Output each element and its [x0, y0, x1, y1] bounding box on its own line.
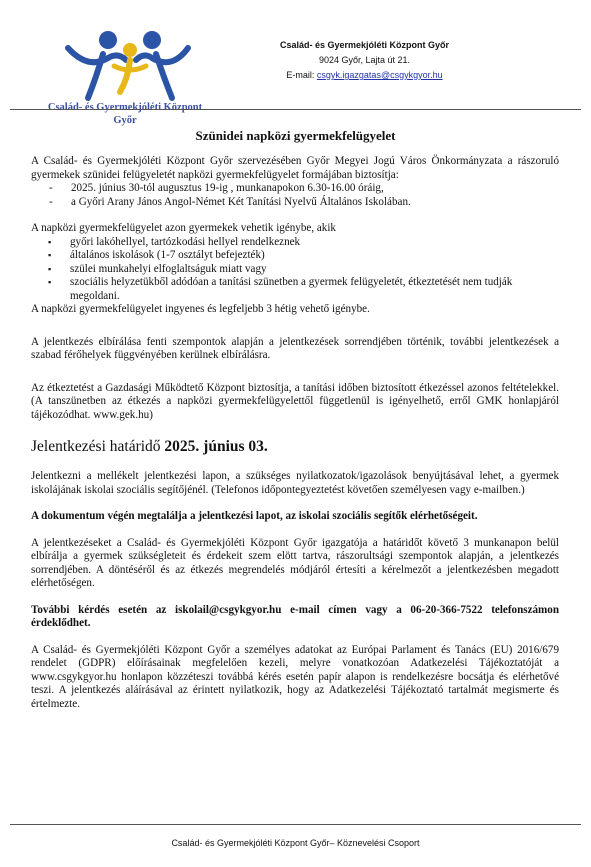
gdpr-paragraph: A Család- és Gyermekjóléti Központ Győr a személyes adatokat az Európai Parlament és Tanács (EU) 2016/679 rendelet (GDPR) előírásainak megfelelően kezeli, melyre vonatkozóan Adatkezelési Tájékoztatóját a www.csgykgyor.hu honlapon közzéteszi továbbá kérés esetén papír alapon is rendelkezésre bocsátja és elérhetővé teszi. A jelentkezés aláírásával az érintett nyilatkozik, hogy az Adatkezelési Tájékoztató tartalmát megismerte és értelmezte.: [31, 643, 559, 710]
organization-name: Család- és Gyermekjóléti Központ Győr: [279, 40, 450, 50]
deadline-heading: [31, 437, 559, 457]
eligibility-item: ▪ győri lakóhellyel, tartózkodási hellyel rendelkeznek: [48, 236, 559, 250]
footer-divider: [10, 824, 581, 825]
organization-email-line: [232, 68, 497, 83]
logo-figure-left-arms: [68, 48, 126, 62]
apply-note: A dokumentum végén megtalálja a jelentkezési lapot, az iskolai szociális segítők elérhetőségeit.: [31, 510, 478, 522]
document-body: [31, 155, 559, 711]
deadline-date: 2025. június 03.: [164, 438, 268, 455]
intro-item-dates: - 2025. június 30-tól augusztus 19-ig , munkanapokon 6.30-16.00 óráig,: [49, 182, 559, 196]
eligibility-intro: A napközi gyermekfelügyelet azon gyermekek vehetik igénybe, akik: [31, 222, 336, 234]
logo-text-line-1: Család- és Gyermekjóléti Központ: [47, 102, 203, 113]
free-note: A napközi gyermekfelügyelet ingyenes és legfeljebb 3 hétig vehető igénybe.: [31, 303, 370, 315]
logo-figure-mid-head: [123, 43, 137, 57]
eligibility-list: [31, 236, 559, 304]
logo-figure-right-arms: [136, 48, 188, 62]
logo-figure-right-head: [143, 31, 161, 49]
deadline-label: Jelentkezési határidő: [31, 438, 161, 455]
logo-text: [40, 101, 210, 127]
organization-info: [232, 38, 497, 83]
logo-text-line-2: Győr: [113, 115, 137, 126]
meals-paragraph: Az étkeztetést a Gazdasági Működtető Központ biztosítja, a tanítási időben biztosított étkezéssel azonos feltételekkel. (A tanszünetben az étkezés a napközi gyermekfelügyelettől függetlenül is igényelhető, erről GMK honlapjáról tájékozódhat. www.gek.hu): [31, 381, 559, 421]
organization-address: 9024 Győr, Lajta út 21.: [318, 55, 411, 65]
intro-list: [31, 182, 559, 209]
intro-paragraph: A Család- és Gyermekjóléti Központ Győr szervezésében Győr Megyei Jogú Város Önkormányzata a rászoruló gyermekek szünidei felügyeletét napközi gyermekfelügyelet formájában biztosítja:: [31, 155, 559, 181]
email-link[interactable]: csgyk.igazgatas@csgykgyor.hu: [316, 70, 443, 80]
contact-paragraph: További kérdés esetén az iskolail@csgykgyor.hu e-mail címen vagy a 06-20-366-7522 telefonszámon érdeklődhet.: [31, 603, 559, 629]
processing-paragraph: A jelentkezéseket a Család- és Gyermekjóléti Központ Győr igazgatója a határidőt követő 3 munkanapon belül elbírálja a gyermek szükségleteit és érdekeit szem elött tartva, rászorultsági szempontok alapján, a jelentkezés sorrendjében. A döntéséről és az étkezés megrendelés módjáról értesíti a kérelmezőt a jelentkezésben megadott elérhetőségen.: [31, 536, 559, 589]
document-title: Szünidei napközi gyermekfelügyelet: [195, 128, 396, 143]
eligibility-item: ▪ általános iskolások (1-7 osztályt befejezték): [48, 249, 559, 263]
evaluation-paragraph: A jelentkezés elbírálása fenti szempontok alapján a jelentkezések sorrendjében történik, további jelentkezések a szabad férőhelyek függvényében kerülnek elbírálásra.: [31, 335, 559, 361]
eligibility-item: ▪ szülei munkahelyi elfoglaltságuk miatt vagy: [48, 263, 559, 277]
intro-item-school: - a Győri Arany János Angol-Német Két Tanítási Nyelvű Általános Iskolában.: [49, 196, 559, 210]
logo-figure-left-head: [99, 31, 117, 49]
header-divider: [10, 109, 581, 110]
logo-figure-mid-body: [120, 60, 130, 92]
eligibility-item: ▪ szociális helyzetükből adódóan a tanítási szünetben a gyermek felügyeletét, étkeztetését nem tudják megoldani.: [48, 276, 559, 303]
apply-paragraph: Jelentkezni a mellékelt jelentkezési lapon, a szükséges nyilatkozatok/igazolások benyújtásával lehet, a gyermek iskolájának iskolai szociális segítőjénél. (Telefonos időpontegyeztetést követően személyesen vagy e-mailben.): [31, 470, 559, 496]
email-label: E-mail:: [286, 70, 315, 80]
page-footer: Család- és Gyermekjóléti Központ Győr– Köznevelési Csoport: [171, 838, 420, 848]
